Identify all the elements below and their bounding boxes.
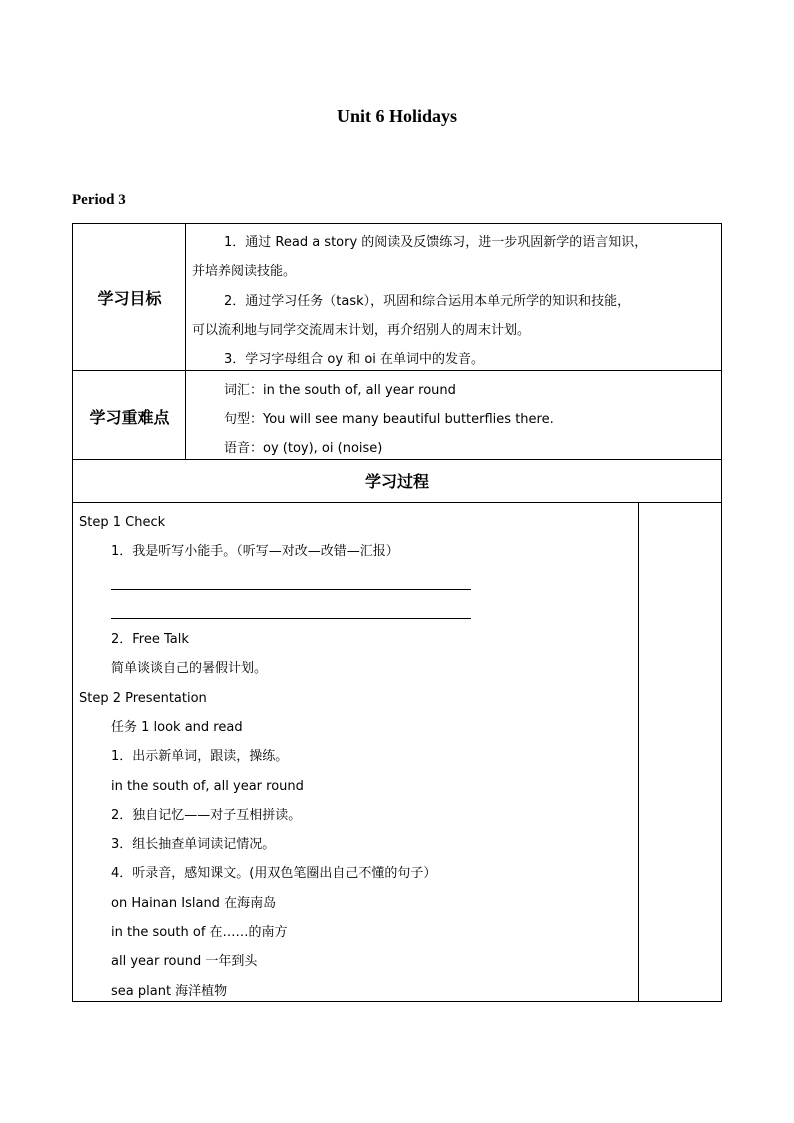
process-line: 3．组长抽查单词读记情况。 — [111, 837, 276, 852]
process-line: all year round 一年到头 — [111, 954, 258, 969]
row-divider — [72, 502, 722, 503]
process-line: in the south of, all year round — [111, 779, 304, 794]
objective-line: 可以流利地与同学交流周末计划，再介绍别人的周末计划。 — [192, 323, 531, 338]
key-point-line: 句型：You will see many beautiful butterflies there. — [224, 412, 554, 427]
process-column-divider — [638, 502, 639, 1002]
process-line: in the south of 在……的南方 — [111, 925, 288, 940]
process-line: Step 2 Presentation — [79, 691, 207, 706]
process-line: 4．听录音，感知课文。(用双色笔圈出自己不懂的句子） — [111, 866, 437, 881]
period-heading: Period 3 — [72, 192, 126, 208]
objective-line: 并培养阅读技能。 — [192, 264, 297, 279]
process-line: sea plant 海洋植物 — [111, 984, 228, 999]
process-header: 学习过程 — [364, 472, 429, 491]
process-line: on Hainan Island 在海南岛 — [111, 896, 277, 911]
process-line: 2．Free Talk — [111, 632, 189, 647]
dictation-answer-line — [111, 589, 471, 590]
objectives-label: 学习目标 — [97, 289, 162, 308]
row-divider — [72, 370, 722, 371]
dictation-answer-line — [111, 618, 471, 619]
label-column-divider — [185, 223, 186, 459]
process-line: Step 1 Check — [79, 515, 166, 530]
key-point-line: 语音：oy (toy), oi (noise) — [224, 441, 383, 456]
process-line: 简单谈谈自己的暑假计划。 — [111, 661, 268, 676]
process-line: 1．我是听写小能手。（听写—对改—改错—汇报） — [111, 544, 399, 559]
key-point-line: 词汇：in the south of, all year round — [224, 383, 456, 398]
objective-line: 2．通过学习任务（task），巩固和综合运用本单元所学的知识和技能， — [224, 294, 631, 309]
process-line: 任务 1 look and read — [111, 720, 243, 735]
page-title: Unit 6 Holidays — [336, 106, 458, 126]
process-line: 2．独自记忆——对子互相拼读。 — [111, 808, 302, 823]
process-line: 1．出示新单词，跟读，操练。 — [111, 749, 289, 764]
objective-line: 3．学习字母组合 oy 和 oi 在单词中的发音。 — [224, 352, 485, 367]
key-points-label: 学习重难点 — [89, 407, 170, 427]
objective-line: 1．通过 Read a story 的阅读及反馈练习，进一步巩固新学的语言知识， — [224, 235, 648, 250]
